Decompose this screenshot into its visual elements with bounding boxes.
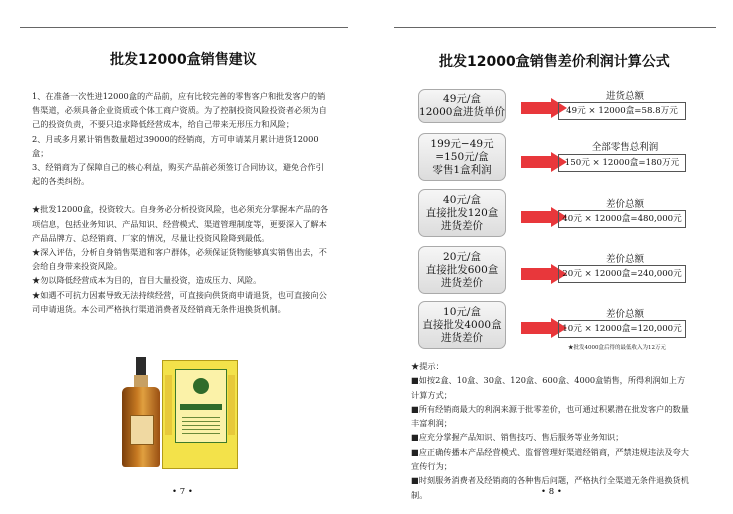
- box-emblem-icon: [193, 378, 209, 394]
- left-top-rule: [20, 27, 348, 28]
- formula-input-box: [418, 301, 506, 349]
- result-formula: 150元 × 12000盒=180万元: [558, 154, 686, 172]
- tip-line: ■所有经销商最大的利润来源于批零差价，也可通过积累潜在批发客户的数量丰富利润；: [411, 403, 689, 429]
- right-page-title: 批发12000盒销售差价利润计算公式: [439, 54, 670, 70]
- tip-line: ★提示：: [411, 361, 444, 371]
- result-label: 全部零售总利润: [591, 142, 659, 153]
- tip-line: ■时刻服务消费者及经销商的各种售后问题，严格执行全渠道无条件退换货机制。: [411, 475, 689, 500]
- bottle-label: [130, 415, 154, 445]
- paragraph: 3、经销商为了保障自己的核心利益，购买产品前必须签订合同协议，避免合作引起的各类纠纷。: [32, 162, 324, 187]
- paragraph-spacer: [32, 188, 330, 202]
- formula-input-line: 12000盒进货单价: [419, 106, 505, 118]
- box-front-panel: [175, 369, 227, 443]
- left-page-title: 批发12000盒销售建议: [110, 52, 257, 68]
- paragraph: ★深入评估，分析自身销售渠道和客户群体，必须保证货物能够真实销售出去，不会给自身带来投资风险。: [32, 247, 327, 272]
- formula-input-line: 49元/盒: [443, 93, 481, 105]
- left-page-number: • 7 •: [172, 487, 193, 497]
- left-body-text: [32, 89, 330, 316]
- formula-input-line: 20元/盒: [443, 250, 481, 263]
- tips-block: [411, 359, 691, 502]
- box-side-panel: [165, 375, 172, 435]
- formula-input-line: 直接批发120盒: [425, 206, 499, 219]
- right-page-number: • 8 •: [541, 487, 562, 497]
- formula-input-line: 进货差价: [441, 331, 483, 344]
- result-label: 差价总额: [605, 254, 644, 265]
- formula-input-line: =150元/盒: [435, 150, 489, 163]
- result-label: 差价总额: [605, 309, 644, 320]
- result-formula: 49元 × 12000盒=58.8万元: [558, 102, 686, 120]
- result-formula: 40元 × 12000盒=480,000元: [558, 210, 686, 228]
- formula-input-line: 直接批发4000盒: [422, 318, 502, 331]
- formula-input-line: 直接批发600盒: [425, 263, 499, 276]
- tip-line: ■如按2盒、10盒、30盒、120盒、600盒、4000盒销售，所得利润如上方计算方式；: [411, 375, 686, 400]
- right-top-rule: [394, 27, 716, 28]
- paragraph: ★如遇不可抗力因素导致无法持续经营，可直接向供货商申请退货，也可直接向公司申请退货。本公司严格执行渠道消费者及经销商无条件退换货机制。: [32, 289, 327, 314]
- result-label: 进货总额: [605, 91, 644, 102]
- formula-input-box: [418, 133, 506, 181]
- paragraph: ★批发12000盒，投资较大。自身务必分析投资风险，也必须充分掌握本产品的各项信息，包括业务知识、产品知识、经营模式、渠道管理制度等，更要深入了解本产品品牌方、总经销商、厂家的情况，尽量让投资风险降到最低。: [32, 204, 329, 243]
- box-band: [180, 404, 222, 410]
- paragraph: 1、在准备一次性进12000盒的产品前，应有比较完善的零售客户和批发客户的销售渠道，必须具备企业资质或个体工商户资质。为了控制投资风险投资者必须为自己的投资负责，不要只追求降低经营成本，给自己带来无形压力和风险；: [32, 91, 327, 130]
- result-formula: 10元 × 12000盒=120,000元: [558, 320, 686, 338]
- formula-input-line: 进货差价: [441, 219, 483, 232]
- footnote: ★批发4000盒后得的最低收入为12万元: [568, 345, 666, 351]
- formula-input-box: [418, 89, 506, 123]
- tip-line: ■应正确传播本产品经营模式、监督管理好渠道经销商，严禁违规违法及夸大宣传行为；: [411, 446, 689, 472]
- formula-input-line: 40元/盒: [443, 193, 481, 206]
- box-text-block: [182, 416, 220, 434]
- product-box: [162, 360, 238, 469]
- result-formula: 20元 × 12000盒=240,000元: [558, 265, 686, 283]
- result-label: 差价总额: [605, 199, 644, 210]
- formula-input-line: 零售1盒利润: [432, 163, 492, 176]
- formula-input-line: 进货差价: [441, 276, 483, 289]
- product-image: [122, 357, 238, 469]
- box-side-panel: [228, 375, 235, 435]
- paragraph: 2、月或多月累计销售数量超过39000的经销商，方可申请某月累计进货12000盒；: [32, 133, 319, 158]
- formula-input-line: 10元/盒: [443, 305, 481, 318]
- formula-input-box: [418, 189, 506, 237]
- paragraph: ★勿以降低经营成本为目的，盲目大量投资，造成压力、风险。: [32, 275, 262, 286]
- formula-input-box: [418, 246, 506, 294]
- bottle-cap: [134, 375, 148, 387]
- formula-input-line: 199元−49元: [430, 137, 494, 150]
- tip-line: ■应充分掌握产品知识、销售技巧、售后服务等业务知识；: [411, 432, 624, 443]
